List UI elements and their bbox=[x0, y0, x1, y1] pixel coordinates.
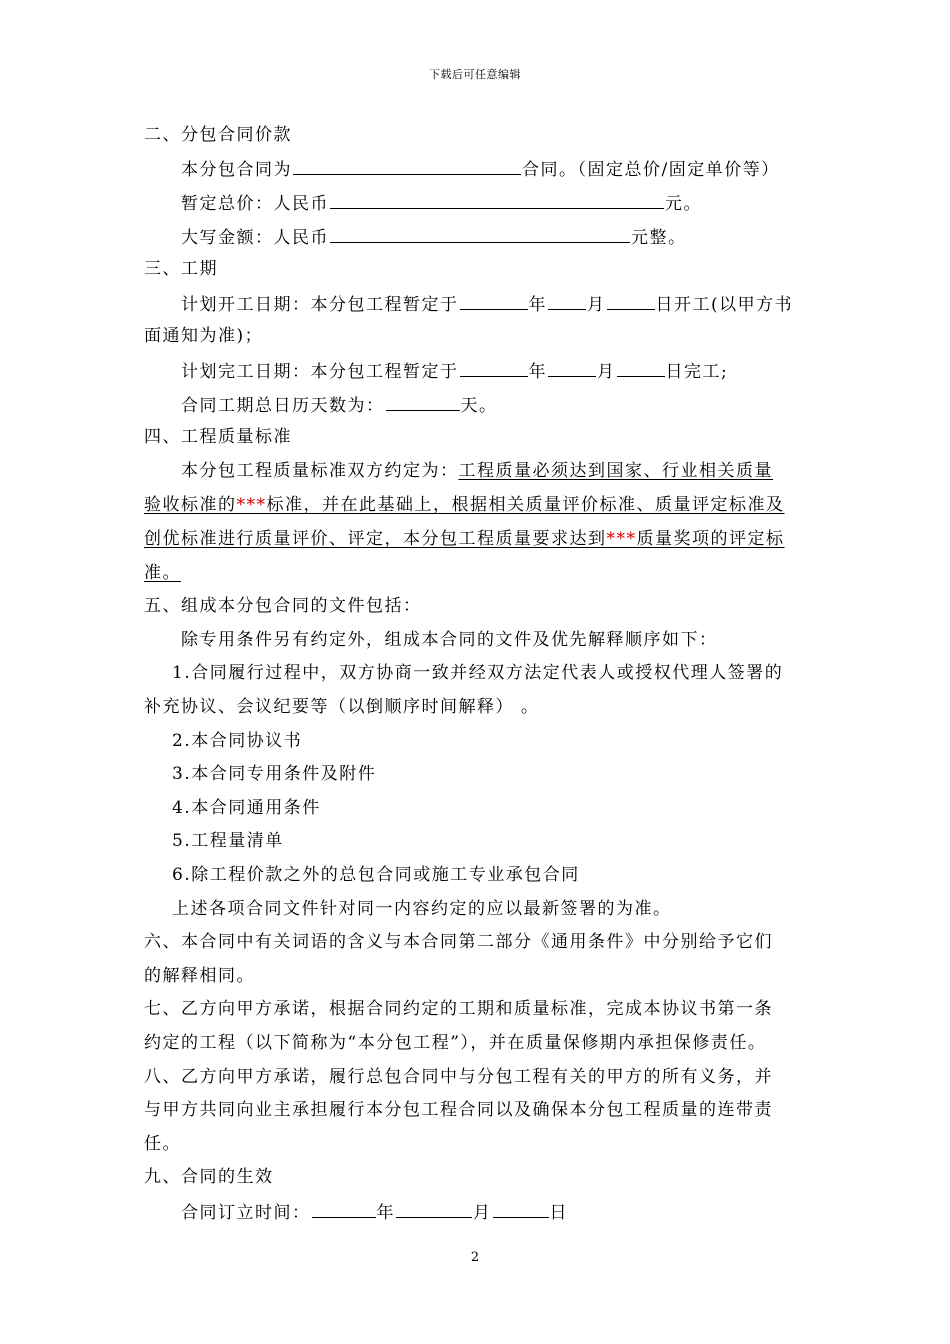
signing-month-label: 月 bbox=[473, 1203, 492, 1223]
clause-eight-line-3: 任。 bbox=[144, 1134, 181, 1154]
start-year-blank[interactable] bbox=[460, 292, 528, 310]
page-number: 2 bbox=[470, 1250, 480, 1265]
document-item-6: 6.除工程价款之外的总包合同或施工专业承包合同 bbox=[172, 865, 580, 885]
section-heading-price: 二、分包合同价款 bbox=[144, 125, 292, 145]
amount-in-words-blank[interactable] bbox=[330, 225, 630, 243]
documents-intro: 除专用条件另有约定外，组成本合同的文件及优先解释顺序如下： bbox=[181, 630, 718, 650]
quality-line-4: 准。 bbox=[144, 563, 181, 583]
provisional-total-label: 暂定总价：人民币 bbox=[181, 194, 329, 214]
end-date-label: 计划完工日期：本分包工程暂定于 bbox=[181, 362, 459, 382]
end-date-line bbox=[181, 359, 728, 383]
total-days-unit: 天。 bbox=[460, 396, 498, 416]
quality-text-3a: 创优标准进行质量评价、评定，本分包工程质量要求达到 bbox=[144, 529, 607, 549]
document-item-1b: 补充协议、会议纪要等（以倒顺序时间解释） 。 bbox=[144, 697, 540, 717]
quality-text-2a: 验收标准的 bbox=[144, 495, 237, 515]
price-line-1 bbox=[181, 157, 780, 181]
clause-seven-line-1: 七、乙方向甲方承诺，根据合同约定的工期和质量标准，完成本协议书第一条 bbox=[144, 999, 773, 1019]
quality-text-1: 工程质量必须达到国家、行业相关质量 bbox=[458, 461, 773, 481]
quality-text-2b: 标准，并在此基础上，根据相关质量评价标准、质量评定标准及 bbox=[266, 495, 785, 515]
total-days-label: 合同工期总日历天数为： bbox=[181, 396, 385, 416]
provisional-total-unit: 元。 bbox=[665, 194, 702, 214]
clause-seven-line-2: 约定的工程（以下简称为“本分包工程”），并在质量保修期内承担保修责任。 bbox=[144, 1033, 767, 1053]
contract-type-blank[interactable] bbox=[293, 157, 521, 175]
clause-eight-line-1: 八、乙方向甲方承诺，履行总包合同中与分包工程有关的甲方的所有义务，并 bbox=[144, 1067, 773, 1087]
section-heading-effect: 九、合同的生效 bbox=[144, 1167, 274, 1187]
quality-text-3b: 质量奖项的评定标 bbox=[636, 529, 785, 549]
end-day-blank[interactable] bbox=[617, 359, 665, 377]
signing-date-line bbox=[181, 1200, 568, 1224]
total-days-blank[interactable] bbox=[386, 393, 460, 411]
quality-line-3 bbox=[144, 528, 785, 550]
document-item-2: 2.本合同协议书 bbox=[172, 731, 303, 751]
start-date-line bbox=[181, 292, 793, 316]
documents-closing: 上述各项合同文件针对同一内容约定的应以最新签署的为准。 bbox=[172, 899, 672, 919]
page-header: 下载后可任意编辑 bbox=[429, 68, 521, 81]
end-month-label: 月 bbox=[597, 362, 616, 382]
start-date-label: 计划开工日期：本分包工程暂定于 bbox=[181, 295, 459, 315]
clause-six-line-1: 六、本合同中有关词语的含义与本合同第二部分《通用条件》中分别给予它们 bbox=[144, 932, 773, 952]
amount-in-words-label: 大写金额：人民币 bbox=[181, 228, 329, 248]
section-heading-period: 三、工期 bbox=[144, 259, 218, 279]
start-month-blank[interactable] bbox=[548, 292, 586, 310]
signing-month-blank[interactable] bbox=[396, 1200, 472, 1218]
quality-line-2 bbox=[144, 494, 785, 516]
end-year-blank[interactable] bbox=[460, 359, 528, 377]
quality-placeholder-stars: *** bbox=[236, 495, 267, 515]
price-line-1-suffix: 合同。（固定总价/固定单价等） bbox=[522, 160, 780, 180]
signing-date-label: 合同订立时间： bbox=[181, 1203, 311, 1223]
section-heading-quality: 四、工程质量标准 bbox=[144, 427, 292, 447]
document-item-4: 4.本合同通用条件 bbox=[172, 798, 321, 818]
quality-line-1 bbox=[181, 460, 773, 482]
document-item-3: 3.本合同专用条件及附件 bbox=[172, 764, 377, 784]
total-days-line bbox=[181, 393, 498, 417]
end-date-suffix: 日完工; bbox=[665, 362, 729, 382]
start-month-label: 月 bbox=[587, 295, 606, 315]
price-line-2 bbox=[181, 191, 702, 215]
price-line-1-prefix: 本分包合同为 bbox=[181, 160, 292, 180]
quality-label: 本分包工程质量标准双方约定为： bbox=[181, 461, 459, 481]
clause-six-line-2: 的解释相同。 bbox=[144, 966, 255, 986]
start-day-blank[interactable] bbox=[607, 292, 655, 310]
document-item-1a: 1.合同履行过程中，双方协商一致并经双方法定代表人或授权代理人签署的 bbox=[172, 663, 784, 683]
end-month-blank[interactable] bbox=[548, 359, 596, 377]
signing-day-blank[interactable] bbox=[493, 1200, 549, 1218]
price-line-3 bbox=[181, 225, 687, 249]
clause-eight-line-2: 与甲方共同向业主承担履行本分包工程合同以及确保本分包工程质量的连带责 bbox=[144, 1100, 773, 1120]
amount-in-words-unit: 元整。 bbox=[631, 228, 687, 248]
start-date-suffix: 日开工(以甲方书 bbox=[655, 295, 794, 315]
end-year-label: 年 bbox=[528, 362, 547, 382]
award-placeholder-stars: *** bbox=[606, 529, 637, 549]
provisional-total-blank[interactable] bbox=[330, 191, 664, 209]
signing-year-label: 年 bbox=[376, 1203, 395, 1223]
signing-year-blank[interactable] bbox=[312, 1200, 376, 1218]
start-year-label: 年 bbox=[528, 295, 547, 315]
start-date-note: 面通知为准)； bbox=[144, 326, 264, 346]
section-heading-documents: 五、组成本分包合同的文件包括： bbox=[144, 596, 422, 616]
document-item-5: 5.工程量清单 bbox=[172, 831, 284, 851]
signing-day-label: 日 bbox=[549, 1203, 568, 1223]
